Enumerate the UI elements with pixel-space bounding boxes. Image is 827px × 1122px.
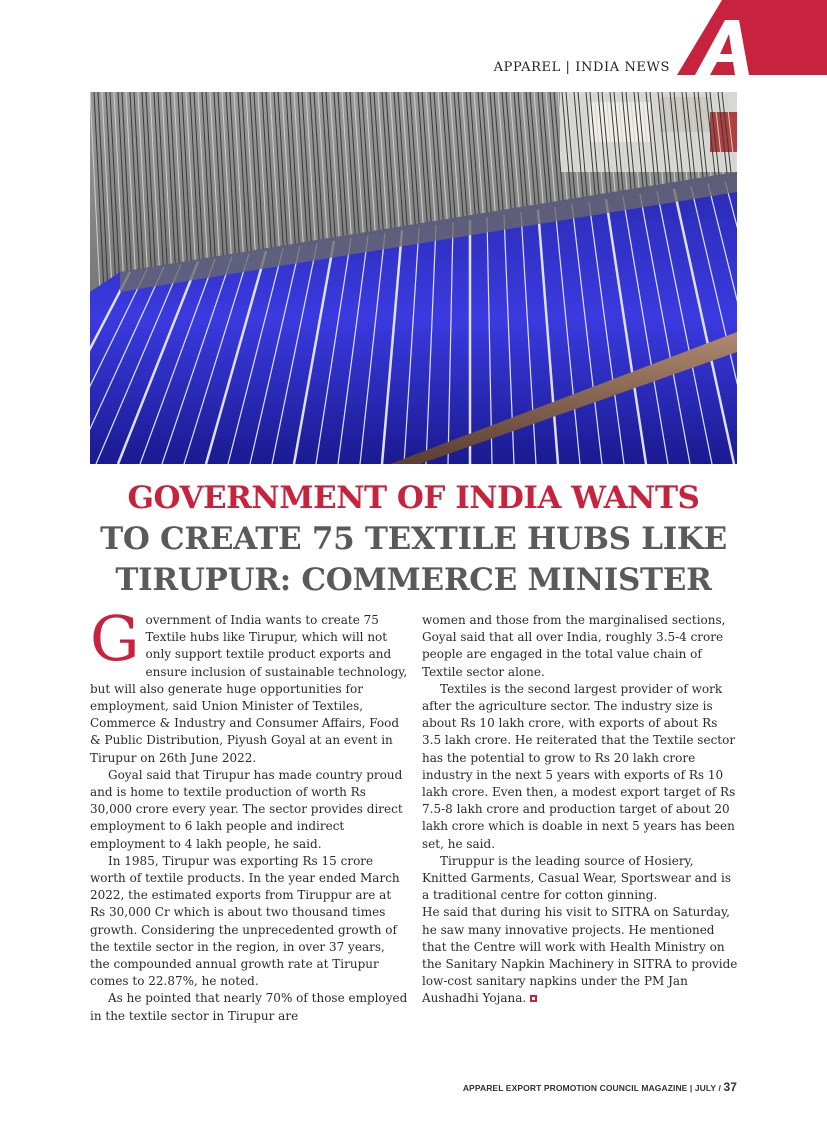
article-column-2 xyxy=(422,612,740,1008)
page-number: 37 xyxy=(723,1080,737,1094)
loom-photo xyxy=(90,92,737,464)
footer-magazine: APPAREL EXPORT PROMOTION COUNCIL MAGAZINE | JULY / xyxy=(462,1083,724,1093)
page-footer xyxy=(400,1080,737,1094)
paragraph: In 1985, Tirupur was exporting Rs 15 crore worth of textile products. In the year ended March 2022, the estimated exports from Tiruppur are at Rs 30,000 Cr which is about two thousand times growth. Considering the unprecedented growth of the textile sector in the region, in over 37 years, the compounded annual growth rate at Tirupur comes to 22.87%, he noted. xyxy=(90,853,400,989)
paragraph: As he pointed that nearly 70% of those employed in the textile sector in Tirupur are xyxy=(90,991,408,1023)
paragraph-text: He said that during his visit to SITRA on Saturday, he saw many innovative projects. He mentioned that the Centre will work with Health Ministry on the Sanitary Napkin Machinery in SITRA to provide low-cost sanitary napkins under the PM Jan Aushadhi Yojana. xyxy=(422,905,738,1006)
drop-cap: G xyxy=(90,602,140,675)
paragraph: Textiles is the second largest provider of work after the agriculture sector. The industry size is about Rs 10 lakh crore, with exports of about Rs 3.5 lakh crore. He reiterated that the Textile sector has the potential to grow to Rs 20 lakh crore industry in the next 5 years with exports of Rs 10 lakh crore. Even then, a modest export target of Rs 7.5-8 lakh crore and production target of about 20 lakh crore which is doable in next 5 years has been set, he said. xyxy=(422,681,736,851)
end-mark-icon xyxy=(530,995,537,1002)
headline-line-3: TIRUPUR: COMMERCE MINISTER xyxy=(115,562,712,598)
article-column-1 xyxy=(90,602,408,1025)
section-label: APPAREL | INDIA NEWS xyxy=(493,60,670,75)
paragraph xyxy=(422,904,740,1007)
paragraph-text: overnment of India wants to create 75 Textile hubs like Tirupur, which will not only support textile product exports and ensure inclusion of sustainable technology, but will also generate huge opportunities for employment, said Union Minister of Textiles, Commerce & Industry and Consumer Affairs, Food & Public Distribution, Piyush Goyal at an event in Tirupur on 26th June 2022. xyxy=(90,613,408,765)
paragraph: women and those from the marginalised sections, Goyal said that all over India, roughly 3.5-4 crore people are engaged in the total value chain of Textile sector alone. xyxy=(422,613,726,679)
article-headline xyxy=(70,478,757,601)
paragraph: Goyal said that Tirupur has made country proud and is home to textile production of worth Rs 30,000 crore every year. The sector provides direct employment to 6 lakh people and indirect employment to 4 lakh people, he said. xyxy=(90,767,403,851)
apparel-a-logo-icon xyxy=(677,0,827,75)
paragraph: Tiruppur is the leading source of Hosiery, Knitted Garments, Casual Wear, Sportswear and is a traditional centre for cotton ginning. xyxy=(422,853,732,903)
headline-line-1: GOVERNMENT OF INDIA WANTS xyxy=(127,480,700,516)
paragraph xyxy=(90,602,408,767)
headline-line-2: TO CREATE 75 TEXTILE HUBS LIKE xyxy=(100,521,727,557)
